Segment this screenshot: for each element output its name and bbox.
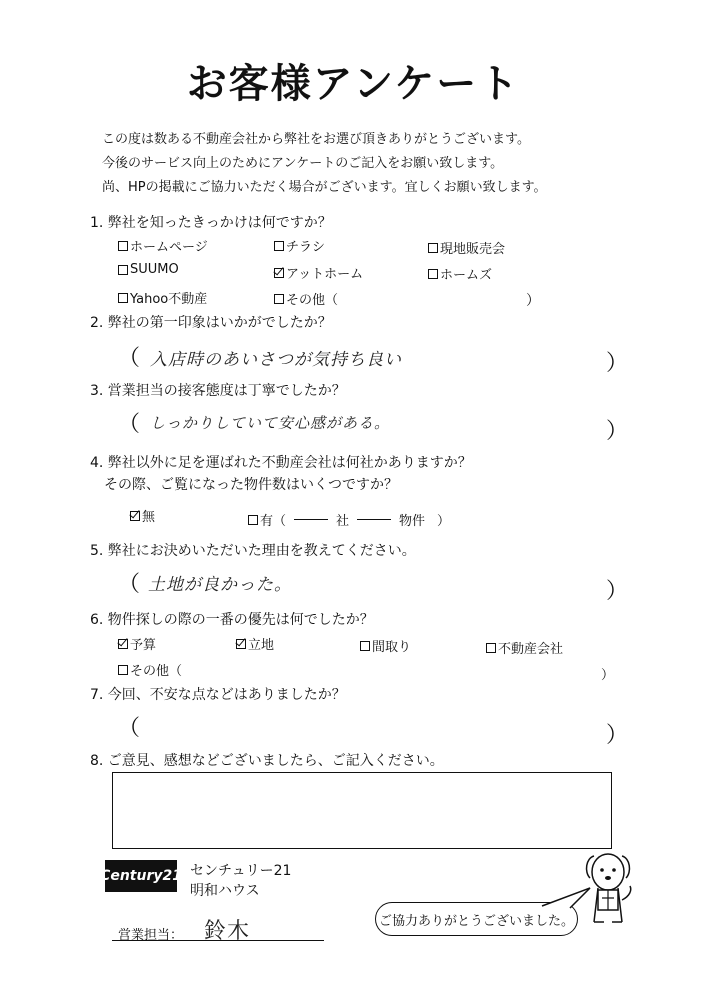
- question-4-label-2: その際、ご覧になった物件数はいくつですか？: [104, 477, 398, 493]
- question-5-label: 5. 弊社にお決めいただいた理由を教えてください。: [90, 543, 416, 559]
- intro-line: 今後のサービス向上のためにアンケートのご記入をお願い致します。: [102, 156, 504, 171]
- q6-option-other[interactable]: [118, 660, 182, 679]
- option-label: ホームズ: [440, 268, 493, 283]
- option-label: その他（: [130, 664, 183, 679]
- company-name-line2: 明和ハウス: [190, 883, 260, 899]
- option-label: SUUMO: [130, 262, 179, 277]
- close-paren: ）: [606, 579, 629, 604]
- question-4-label: 4. 弊社以外に足を運ばれた不動産会社は何社かありますか？: [90, 455, 472, 471]
- checkbox[interactable]: [118, 241, 128, 251]
- q1-close-paren: ）: [526, 293, 540, 309]
- open-paren: （: [118, 412, 141, 437]
- question-1-label: 1. 弊社を知ったきっかけは何ですか？: [90, 215, 332, 231]
- checkbox[interactable]: [118, 293, 128, 303]
- q1-option-other[interactable]: [274, 289, 338, 308]
- company-unit: 社: [336, 514, 350, 529]
- question-3-label: 3. 営業担当の接客態度は丁寧でしたか？: [90, 383, 346, 399]
- option-label: 間取り: [372, 640, 412, 655]
- checkbox[interactable]: [118, 665, 128, 675]
- intro-line: 尚、HPの掲載にご協力いただく場合がございます。宜しくお願い致します。: [102, 180, 547, 195]
- option-label: 予算: [130, 638, 157, 653]
- open-paren: （: [118, 716, 141, 741]
- q1-option-athome[interactable]: [274, 263, 363, 282]
- close-paren: ）: [606, 351, 629, 376]
- option-label: アットホーム: [286, 267, 364, 282]
- open-paren: （: [118, 572, 141, 597]
- close-paren: ）: [437, 514, 451, 529]
- checkbox-checked[interactable]: [118, 639, 128, 649]
- question-6-label: 6. 物件探しの際の一番の優先は何でしたか？: [90, 612, 374, 628]
- option-label: その他（: [286, 293, 339, 308]
- option-label: 不動産会社: [498, 642, 564, 657]
- company-count-blank[interactable]: [294, 519, 328, 520]
- checkbox[interactable]: [486, 643, 496, 653]
- checkbox-checked[interactable]: [130, 511, 140, 521]
- q3-answer[interactable]: しっかりしていて安心感がある。: [150, 414, 391, 432]
- checkbox[interactable]: [428, 269, 438, 279]
- property-unit: 物件: [399, 514, 426, 529]
- intro-line: この度は数ある不動産会社から弊社をお選び頂きありがとうございます。: [102, 132, 530, 147]
- q6-option-budget[interactable]: [118, 634, 156, 653]
- q1-option-suumo[interactable]: [118, 262, 179, 277]
- option-label: 立地: [248, 638, 275, 653]
- dog-mascot-icon: [580, 850, 636, 930]
- century21-logo: Century21: [105, 860, 177, 892]
- survey-title: お客様アンケート: [186, 61, 521, 107]
- option-label: 現地販売会: [440, 242, 506, 257]
- option-label: ホームページ: [130, 240, 208, 255]
- q6-option-location[interactable]: [236, 634, 274, 653]
- checkbox-checked[interactable]: [274, 268, 284, 278]
- option-label: Yahoo不動産: [130, 292, 208, 307]
- q4-option-none[interactable]: [130, 506, 155, 525]
- close-paren: ）: [606, 723, 629, 748]
- option-label: チラシ: [286, 240, 326, 255]
- checkbox[interactable]: [274, 294, 284, 304]
- q1-option-flyer[interactable]: [274, 236, 325, 255]
- staff-underline: [112, 940, 324, 941]
- q4-option-yes[interactable]: [248, 510, 450, 529]
- question-7-label: 7. 今回、不安な点などはありましたか？: [90, 687, 346, 703]
- q1-option-yahoo[interactable]: [118, 288, 207, 307]
- staff-label: 営業担当：: [118, 928, 184, 943]
- q5-answer[interactable]: 土地が良かった。: [148, 575, 292, 595]
- checkbox[interactable]: [118, 265, 128, 275]
- staff-name: 鈴木: [204, 919, 251, 944]
- q6-option-layout[interactable]: [360, 636, 411, 655]
- question-2-label: 2. 弊社の第一印象はいかがでしたか？: [90, 315, 332, 331]
- checkbox[interactable]: [360, 641, 370, 651]
- checkbox[interactable]: [274, 241, 284, 251]
- option-label: 有（: [260, 514, 287, 529]
- company-name-line1: センチュリー21: [190, 863, 292, 879]
- checkbox[interactable]: [428, 243, 438, 253]
- option-label: 無: [142, 510, 156, 525]
- q1-option-homepage[interactable]: [118, 236, 208, 255]
- checkbox-checked[interactable]: [236, 639, 246, 649]
- question-8-label: 8. ご意見、感想などございましたら、ご記入ください。: [90, 753, 444, 769]
- thank-you-text: ご協力ありがとうございました。: [378, 913, 574, 929]
- comment-box[interactable]: [112, 772, 612, 849]
- q1-option-onsite-sale[interactable]: [428, 238, 505, 257]
- property-count-blank[interactable]: [357, 519, 391, 520]
- q2-answer[interactable]: 入店時のあいさつが気持ち良い: [150, 350, 402, 370]
- q6-close-paren: ）: [601, 668, 615, 683]
- q6-option-agency[interactable]: [486, 638, 563, 657]
- open-paren: （: [118, 346, 141, 371]
- close-paren: ）: [606, 419, 629, 444]
- checkbox[interactable]: [248, 515, 258, 525]
- q1-option-homes[interactable]: [428, 264, 492, 283]
